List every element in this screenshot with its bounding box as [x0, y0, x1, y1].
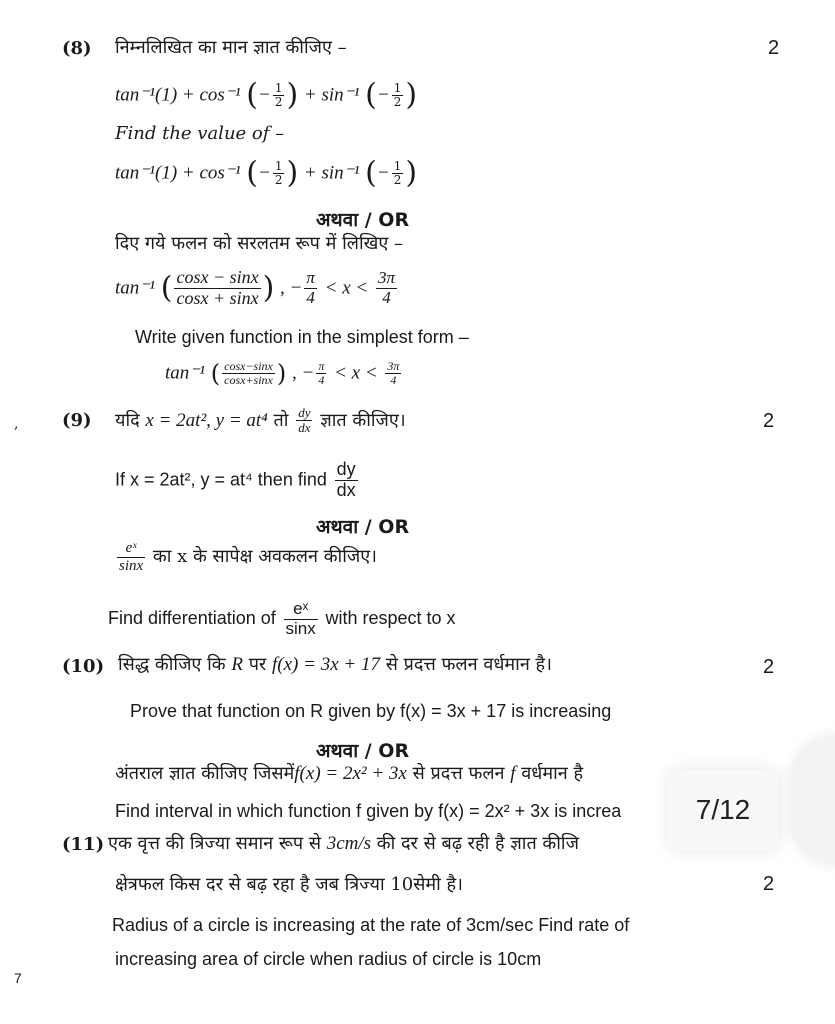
frac-den: 2: [274, 173, 283, 188]
footer-page-number: 7: [14, 970, 22, 986]
expr-part: , −: [280, 277, 303, 299]
hindi-text: ज्ञात कीजिए।: [320, 409, 406, 431]
math-expression: tan⁻¹ ( $\frac{\cos x - \sin x}{\cos x + \sin x}$ ) , − $\frac{\pi}{4}$ < x < $\frac{3\pi}{4}$: [115, 267, 395, 308]
frac-den: sinx: [285, 618, 316, 638]
or-hindi-prompt: [115, 762, 583, 786]
expr-part: , −: [291, 362, 315, 384]
or-hindi-prompt: दिए गये फलन को सरलतम रूप में लिखिए –: [115, 233, 404, 254]
or-label: अथवा / OR: [316, 516, 410, 538]
hindi-text: से प्रदत्त फलन: [412, 763, 505, 784]
question-marks: 2: [768, 37, 780, 59]
expr-minus: −: [258, 162, 271, 184]
math-expression: tan⁻¹(1) + cos⁻¹ (− $\frac{1}{2}$ ) + sin⁻¹ (− $\frac{1}{2}$ ): [115, 155, 418, 191]
or-label: अथवा / OR: [316, 740, 410, 762]
frac-den: 2: [274, 95, 283, 110]
english-text: Find differentiation of: [108, 608, 276, 629]
question-hindi-prompt: निम्नलिखित का मान ज्ञात कीजिए –: [115, 37, 347, 58]
frac-den: cosx+sinx: [224, 373, 273, 388]
frac-den: 4: [306, 287, 315, 307]
expr-part: R: [231, 654, 243, 675]
frac-num: eˣ: [284, 600, 318, 620]
question-marks: 2: [763, 656, 775, 678]
question-hindi-prompt: [118, 653, 552, 677]
question-number: (10): [62, 656, 105, 677]
or-english-prompt: Write given function in the simplest form –: [135, 327, 469, 347]
frac-num: dy: [298, 405, 311, 420]
hindi-text: अंतराल ज्ञात कीजिए जिसमें: [115, 763, 295, 784]
or-label: अथवा / OR: [316, 209, 410, 231]
expr-part: tan⁻¹: [115, 277, 156, 299]
question-english-line: Radius of a circle is increasing at the rate of 3cm/sec Find rate of: [112, 915, 630, 935]
or-english-prompt: [108, 600, 456, 638]
hindi-text: एक वृत्त की त्रिज्या समान रूप से: [108, 833, 321, 854]
expr-part: x = 2at², y = at⁴: [145, 409, 268, 431]
expr-part: f(x) = 2x² + 3x: [294, 763, 407, 784]
question-english-line: increasing area of circle when radius of circle is 10cm: [115, 949, 542, 969]
frac-den: dx: [336, 479, 356, 500]
question-number: (9): [62, 410, 92, 431]
expr-part: + sin⁻¹: [303, 162, 360, 184]
hindi-text: की दर से बढ़ रही है ज्ञात कीजि: [376, 833, 579, 854]
expr-minus: −: [258, 84, 271, 106]
page-indicator: 7/12: [668, 770, 778, 850]
question-marks: 2: [763, 410, 775, 432]
math-expression: tan⁻¹ ( $\frac{\cos x-\sin x}{\cos x+\sin x}$ ) , − $\frac{\pi}{4}$ < x < $\frac{3\pi}{4}$: [165, 359, 400, 388]
frac-num: 3π: [387, 359, 400, 373]
expr-part: tan⁻¹: [165, 362, 206, 384]
frac-den: 4: [382, 287, 391, 307]
hindi-text: का x के सापेक्ष अवकलन कीजिए।: [152, 546, 377, 567]
expr-part: tan⁻¹(1) + cos⁻¹: [115, 84, 241, 106]
expr-minus: −: [376, 84, 390, 106]
expr-part: < x <: [334, 362, 378, 384]
english-text: If x = 2at², y = at⁴ then find: [115, 469, 327, 490]
expr-part: f(x) = 3x + 17: [272, 654, 380, 675]
expr-part: < x <: [324, 277, 369, 299]
frac-num: π: [306, 268, 315, 288]
question-number: (8): [62, 38, 92, 59]
expr-part: tan⁻¹(1) + cos⁻¹: [115, 162, 241, 184]
question-english-prompt: Prove that function on R given by f(x) = 3x + 17 is increasing: [130, 701, 612, 721]
english-text: with respect to x: [325, 608, 456, 629]
hindi-text: सिद्ध कीजिए कि: [118, 654, 226, 675]
frac-den: cosx + sinx: [176, 287, 259, 308]
question-number: (11): [62, 834, 105, 855]
expr-part: + sin⁻¹: [303, 84, 360, 106]
hindi-text: तो: [273, 409, 289, 431]
expr-part: 3cm/s: [326, 833, 372, 854]
expr-minus: −: [376, 162, 390, 184]
frac-num: 1: [393, 159, 402, 173]
frac-num: 1: [274, 159, 283, 173]
question-hindi-prompt: [115, 406, 406, 436]
frac-den: 2: [393, 95, 402, 110]
question-marks: 2: [763, 873, 775, 895]
frac-num: dy: [336, 459, 356, 479]
frac-num: 1: [393, 81, 402, 95]
or-english-prompt: Find interval in which function f given by f(x) = 2x² + 3x is increa: [115, 801, 622, 821]
frac-den: 2: [393, 173, 402, 188]
hindi-text: वर्धमान है: [521, 763, 584, 784]
frac-num: eˣ: [117, 540, 145, 558]
math-expression: tan⁻¹(1) + cos⁻¹ (− $\frac{1}{2}$ ) + sin⁻¹ (− $\frac{1}{2}$ ): [115, 77, 418, 113]
question-english-prompt: Find the value of –: [115, 123, 285, 144]
hindi-text: पर: [248, 654, 267, 675]
question-english-prompt: [115, 460, 360, 501]
question-hindi-line: क्षेत्रफल किस दर से बढ़ रहा है जब त्रिज्या 10सेमी है।: [115, 874, 463, 895]
or-hindi-prompt: [115, 540, 377, 574]
hindi-text: से प्रदत्त फलन वर्धमान है।: [385, 654, 552, 675]
frac-den: 4: [318, 373, 325, 388]
frac-num: 1: [274, 81, 283, 95]
hindi-text: यदि: [115, 409, 140, 431]
frac-num: 3π: [377, 268, 395, 288]
frac-num: cosx−sinx: [224, 359, 273, 373]
frac-num: π: [318, 359, 325, 373]
frac-den: sinx: [119, 557, 144, 574]
question-hindi-prompt: [108, 832, 579, 856]
frac-den: 4: [390, 373, 397, 388]
frac-num: cosx − sinx: [176, 267, 259, 287]
expr-part: f: [510, 763, 516, 784]
scroll-handle[interactable]: [790, 735, 835, 865]
frac-den: dx: [298, 420, 311, 436]
